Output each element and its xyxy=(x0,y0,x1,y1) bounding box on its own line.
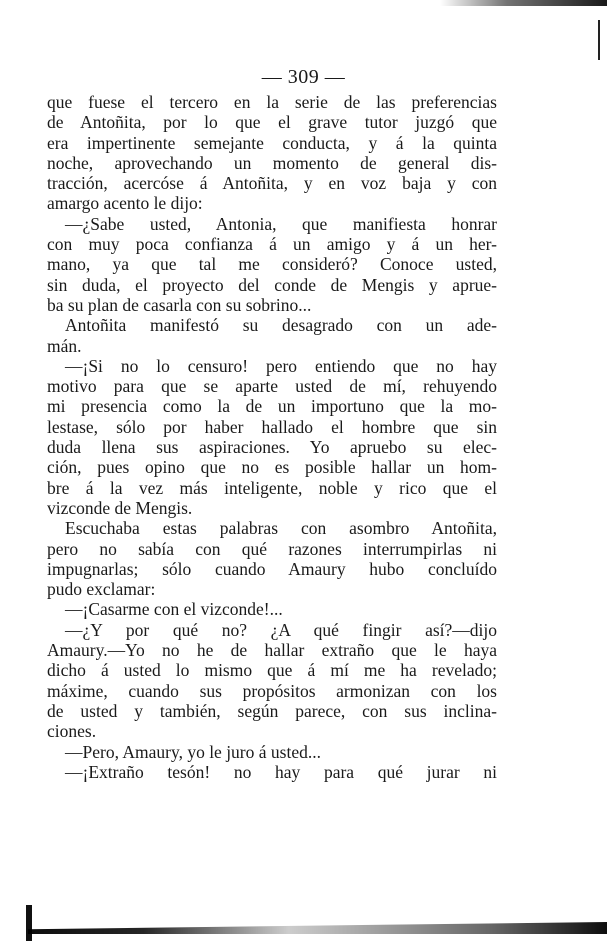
text-line: amargo acento le dijo: xyxy=(47,193,203,214)
body-text xyxy=(47,92,497,782)
text-line: dicho á usted lo mismo que á mí me ha revelado; xyxy=(47,660,497,681)
text-line: sin duda, el proyecto del conde de Mengis y aprue- xyxy=(47,274,497,295)
scan-edge-top xyxy=(440,0,607,6)
text-line: Amaury.—Yo no he de hallar extraño que le haya xyxy=(47,640,497,661)
text-line: Antoñita manifestó su desagrado con un ade- xyxy=(65,315,497,336)
text-line: impugnarlas; sólo cuando Amaury hubo concluído xyxy=(47,558,497,579)
text-line: de Antoñita, por lo que el grave tutor juzgó que xyxy=(47,112,497,133)
text-line: mán. xyxy=(47,335,82,356)
text-line: ba su plan de casarla con su sobrino... xyxy=(47,294,312,315)
page-number: — 309 — xyxy=(261,66,346,88)
text-line: tracción, acercóse á Antoñita, y en voz baja y con xyxy=(47,173,497,194)
scan-edge-bottom xyxy=(28,922,607,934)
text-line: bre á la vez más inteligente, noble y rico que el xyxy=(47,477,497,498)
text-line: era impertinente semejante conducta, y á la quinta xyxy=(47,132,497,153)
text-line: pudo exclamar: xyxy=(47,579,156,600)
text-line: mi presencia como la de un importuno que la mo- xyxy=(47,396,497,417)
text-line: ción, pues opino que no es posible hallar un hom- xyxy=(47,457,497,478)
text-line: motivo para que se aparte usted de mí, rehuyendo xyxy=(47,376,497,397)
text-line: Escuchaba estas palabras con asombro Antoñita, xyxy=(65,518,497,539)
text-line: —¿Y por qué no? ¿A qué fingir así?—dijo xyxy=(65,619,497,640)
text-line: que fuese el tercero en la serie de las preferencias xyxy=(47,92,497,112)
text-line: duda llena sus aspiraciones. Yo apruebo su elec- xyxy=(47,437,497,458)
text-line: —¡Extraño tesón! no hay para qué jurar ni xyxy=(65,761,497,782)
text-line: de usted y también, según parece, con sus inclina- xyxy=(47,700,497,721)
text-line: pero no sabía con qué razones interrumpirlas ni xyxy=(47,538,497,559)
text-line: ciones. xyxy=(47,721,97,742)
scan-edge-right xyxy=(598,20,600,60)
text-line: mano, ya que tal me consideró? Conoce usted, xyxy=(47,254,497,275)
scan-edge-left xyxy=(26,905,32,941)
text-line: vizconde de Mengis. xyxy=(47,497,193,518)
text-line: —Pero, Amaury, yo le juro á usted... xyxy=(65,741,321,762)
text-line: —¡Si no lo censuro! pero entiendo que no hay xyxy=(65,355,497,376)
text-line: noche, aprovechando un momento de general dis- xyxy=(47,152,497,173)
text-line: lestase, sólo por haber hallado el hombre que sin xyxy=(47,416,497,437)
text-line: —¿Sabe usted, Antonia, que manifiesta honrar xyxy=(65,213,497,234)
text-line: —¡Casarme con el vizconde!... xyxy=(65,599,283,620)
text-line: máxime, cuando sus propósitos armonizan con los xyxy=(47,680,497,701)
text-line: con muy poca confianza á un amigo y á un her- xyxy=(47,234,497,255)
